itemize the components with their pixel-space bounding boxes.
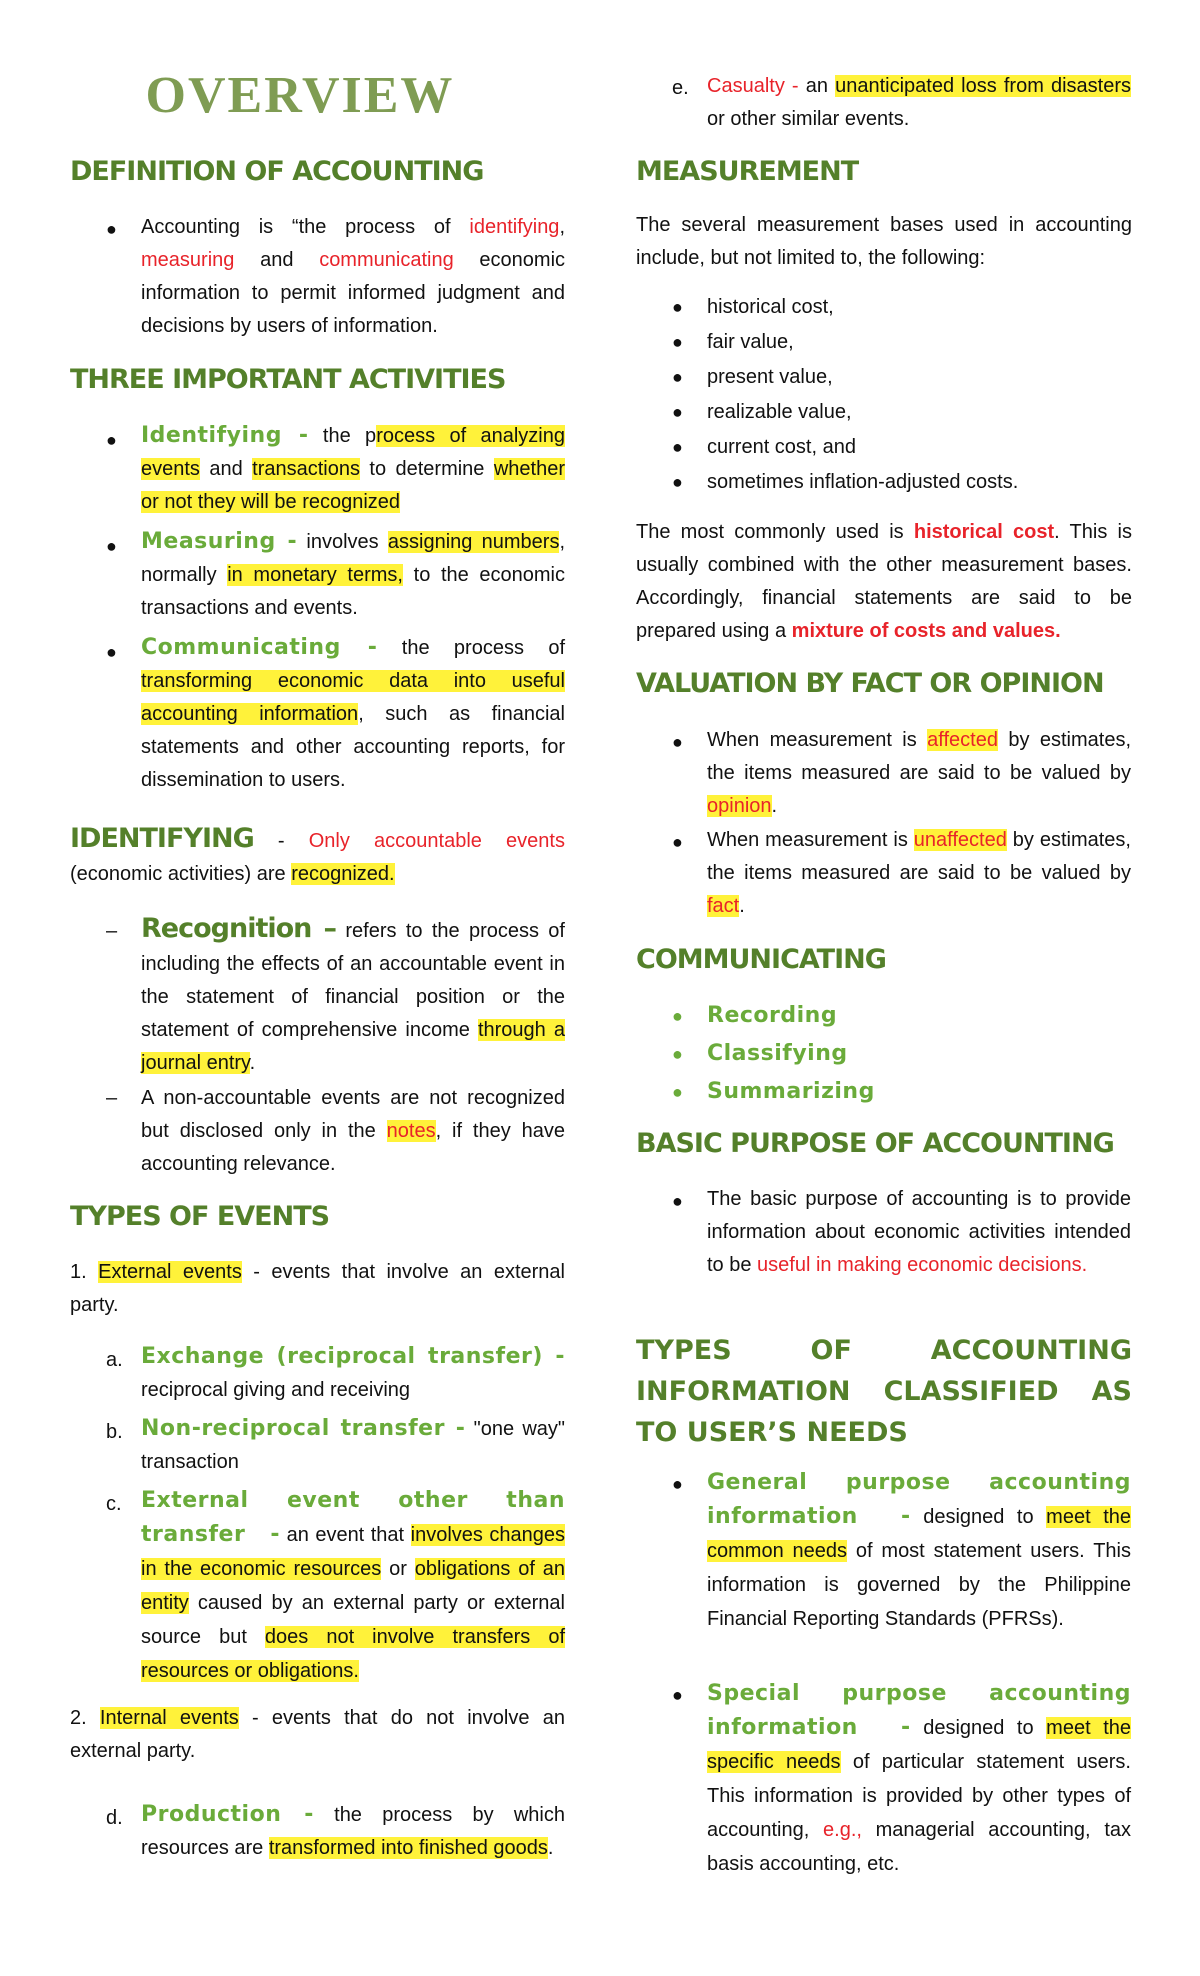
dash-marker: – — [106, 920, 118, 942]
page-title: OVERVIEW — [145, 67, 455, 124]
bullet-icon: ● — [672, 367, 683, 387]
list-item: ● Summarizing — [672, 1074, 1132, 1112]
bullet-icon: ● — [672, 1044, 683, 1064]
event-non-reciprocal: Non-reciprocal transfer - "one way" transaction — [141, 1416, 566, 1473]
bullet-icon: ● — [672, 832, 683, 852]
list-item: ● present value, — [672, 361, 1132, 396]
general-purpose-info: General purpose accounting information - designed to meet the common needs of most statement users. This information is governed by the Philippine Financial Reporting Standards (PFRSs). — [707, 1470, 1131, 1630]
measurement-intro: The several measurement bases used in accounting include, but not limited to, the following: — [636, 214, 1132, 269]
bullet-icon: ● — [672, 732, 683, 752]
special-purpose-info: Special purpose accounting information - designed to meet the specific needs of particular statement users. This information is provided by other types of accounting, e.g., managerial accounting, tax basis accounting, etc. — [707, 1681, 1131, 1875]
heading-basic-purpose: BASIC PURPOSE OF ACCOUNTING — [636, 1128, 1114, 1159]
bullet-icon: ● — [672, 1685, 683, 1705]
bullet-icon: ● — [106, 536, 117, 556]
list-item: ● historical cost, — [672, 291, 1132, 326]
bullet-icon: ● — [672, 402, 683, 422]
list-letter: c. — [106, 1493, 122, 1515]
list-item: ● sometimes inflation-adjusted costs. — [672, 466, 1132, 501]
list-letter: b. — [106, 1421, 123, 1443]
activity-communicating: Communicating - the process of transforming economic data into useful accounting information, such as financial statements and other accounting reports, for dissemination to users. — [141, 635, 565, 791]
bullet-icon: ● — [106, 642, 117, 662]
definition-text: Accounting is “the process of identifying, measuring and communicating economic information to permit informed judgment and decisions by users of information. — [141, 216, 566, 337]
bullet-icon: ● — [672, 472, 683, 492]
bullet-icon: ● — [106, 430, 117, 450]
event-exchange: Exchange (reciprocal transfer) - reciprocal giving and receiving — [141, 1344, 565, 1401]
bullet-icon: ● — [672, 1474, 683, 1494]
heading-communicating: COMMUNICATING — [636, 944, 886, 975]
heading-types-of-events: TYPES OF EVENTS — [70, 1201, 330, 1232]
measurement-bases-list — [672, 291, 1132, 501]
list-item: ● Classifying — [672, 1036, 1132, 1074]
bullet-icon: ● — [672, 1191, 683, 1211]
internal-events: 2. Internal events - events that do not involve an external party. — [70, 1707, 565, 1762]
bullet-icon: ● — [672, 297, 683, 317]
list-letter: d. — [106, 1807, 123, 1829]
event-production: Production - the process by which resources are transformed into finished goods. — [141, 1802, 565, 1859]
list-letter: a. — [106, 1349, 123, 1371]
event-casualty: Casualty - an unanticipated loss from disasters or other similar events. — [707, 75, 1132, 130]
list-item: ● fair value, — [672, 326, 1132, 361]
event-external-other: External event other than transfer - an event that involves changes in the economic resources or obligations of an entity caused by an external party or external source but does not involve transfers of resources or obligations. — [141, 1488, 566, 1682]
heading-measurement: MEASUREMENT — [636, 156, 859, 187]
identifying-section: IDENTIFYING - Only accountable events (economic activities) are recognized. — [70, 823, 565, 885]
list-item: ● Recording — [672, 998, 1132, 1036]
list-item: ● current cost, and — [672, 431, 1132, 466]
heading-three-activities: THREE IMPORTANT ACTIVITIES — [70, 364, 506, 395]
valuation-opinion: When measurement is affected by estimates, the items measured are said to be valued by opinion. — [707, 729, 1131, 817]
bullet-icon: ● — [106, 219, 117, 239]
activity-identifying: Identifying - the process of analyzing events and transactions to determine whether or not they will be recognized — [141, 423, 565, 513]
activity-measuring: Measuring - involves assigning numbers, normally in monetary terms, to the economic transactions and events. — [141, 529, 566, 619]
list-letter: e. — [672, 77, 689, 99]
valuation-fact: When measurement is unaffected by estimates, the items measured are said to be valued by fact. — [707, 829, 1131, 917]
heading-valuation: VALUATION BY FACT OR OPINION — [636, 668, 1104, 699]
dash-marker: – — [106, 1087, 118, 1109]
heading-definition: DEFINITION OF ACCOUNTING — [70, 156, 484, 187]
purpose-text: The basic purpose of accounting is to provide information about economic activities intended to be useful in making economic decisions. — [707, 1188, 1131, 1276]
external-events: 1. External events - events that involve an external party. — [70, 1261, 565, 1316]
heading-types-of-info: TYPES OF ACCOUNTING INFORMATION CLASSIFIED AS TO USER’S NEEDS — [636, 1335, 1132, 1448]
bullet-icon: ● — [672, 1082, 683, 1102]
bullet-icon: ● — [672, 437, 683, 457]
recognition-item: Recognition – refers to the process of including the effects of an accountable event in the statement of financial position or the statement of comprehensive income through a journal entry. — [141, 913, 565, 1074]
bullet-icon: ● — [672, 332, 683, 352]
list-item: ● realizable value, — [672, 396, 1132, 431]
bullet-icon: ● — [672, 1006, 683, 1026]
non-accountable-item: A non-accountable events are not recognized but disclosed only in the notes, if they have accounting relevance. — [141, 1087, 565, 1175]
measurement-summary: The most commonly used is historical cost. This is usually combined with the other measurement bases. Accordingly, financial statements are said to be prepared using a mixture of costs and values. — [636, 521, 1132, 642]
communicating-list — [672, 998, 1132, 1112]
